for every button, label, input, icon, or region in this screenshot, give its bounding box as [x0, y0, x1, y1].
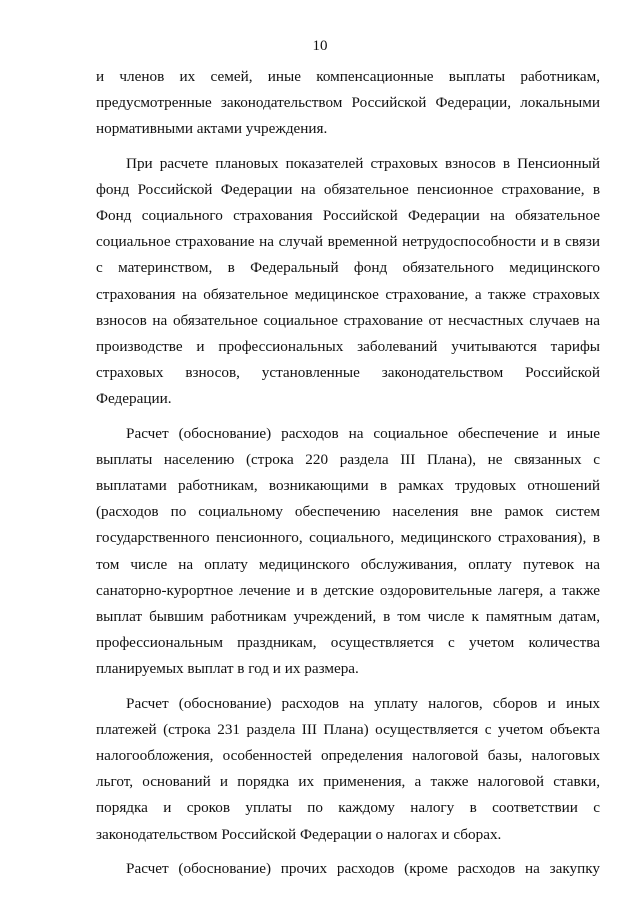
body-text [96, 64, 600, 890]
paragraph-taxes-fees: Расчет (обоснование) расходов на уплату налогов, сборов и иных платежей (строка 231 раздела III Плана) осуществляется с учетом объекта налогообложения, особенностей определения налоговой базы, налоговых льгот, оснований и порядка их применения, а также налоговой ставки, порядка и сроков уплаты по каждому налогу в соответствии с законодательством Российской Федерации о налогах и сборах. [96, 694, 600, 843]
paragraph-social-payments: Расчет (обоснование) расходов на социальное обеспечение и иные выплаты населению (строка 220 раздела III Плана), не связанных с выплатами работникам, возникающими в рамках трудовых отношений (расходов по социальному обеспечению населения вне рамок систем государственного пенсионного, социального, медицинского страхования), в том числе на оплату медицинского обслуживания, оплату путевок на санаторно-курортное лечение и в детские оздоровительные лагеря, а также выплат бывшим работникам учреждений, в том числе к памятным датам, профессиональным праздникам, осуществляется с учетом количества планируемых выплат в год и их размера. [96, 424, 600, 678]
page-number: 10 [312, 38, 328, 54]
paragraph-insurance-contributions: При расчете плановых показателей страховых взносов в Пенсионный фонд Российской Федерации на обязательное пенсионное страхование, в Фонд социального страхования Российской Федерации на обязательное социальное страхование на случай временной нетрудоспособности и в связи с материнством, в Федеральный фонд обязательного медицинского страхования на обязательное медицинское страхование, а также страховых взносов на обязательное социальное страхование от несчастных случаев на производстве и профессиональных заболеваний учитываются тарифы страховых взносов, установленные законодательством Российской Федерации. [96, 154, 600, 408]
paragraph-continuation: и членов их семей, иные компенсационные выплаты работникам, предусмотренные законодательством Российской Федерации, локальными нормативными актами учреждения. [96, 68, 600, 138]
paragraph-other-expenses: Расчет (обоснование) прочих расходов (кроме расходов на закупку [126, 859, 600, 877]
